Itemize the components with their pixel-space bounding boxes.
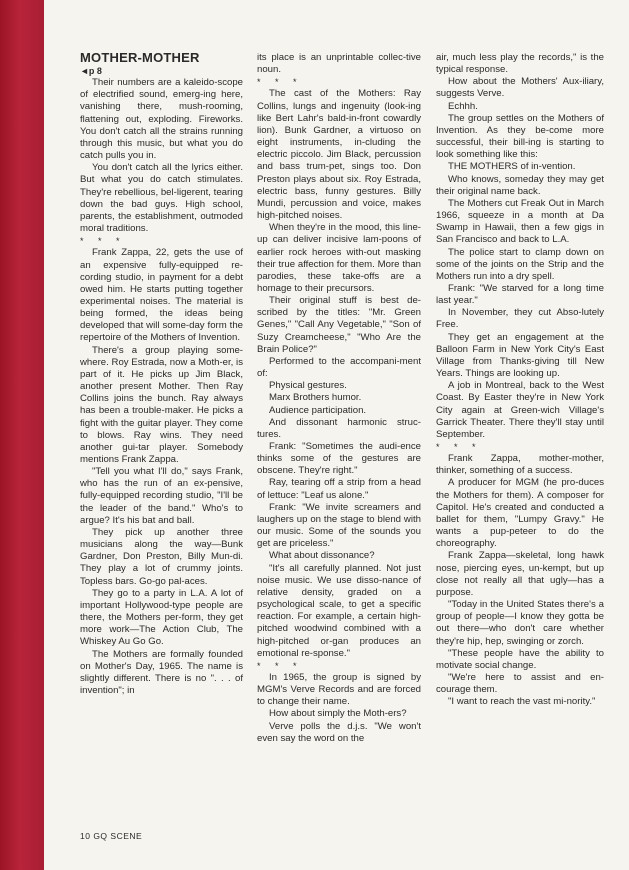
- magazine-binding-edge: [0, 0, 44, 870]
- article-paragraph: Frank Zappa—skeletal, long hawk nose, piercing eyes, un-kempt, but up close not really all that ugly—has a purpose.: [436, 550, 604, 598]
- article-paragraph: Frank Zappa, mother-mother, thinker, something of a success.: [436, 453, 604, 477]
- article-paragraph: How about the Mothers' Aux-iliary, suggests Verve.: [436, 76, 604, 100]
- folio-text: 10 GQ SCENE: [80, 831, 143, 841]
- article-paragraph: Echhh.: [448, 100, 478, 112]
- article-column-2: [257, 52, 421, 745]
- continued-from-marker: ◄p 8: [80, 66, 102, 76]
- column-1-body: [80, 77, 243, 697]
- article-paragraph: "These people have the ability to motivate social change.: [436, 647, 604, 671]
- article-column-1: [80, 50, 243, 697]
- article-paragraph: The group settles on the Mothers of Invention. As they be-come more successful, their bill-ing is starting to look something like this:: [436, 112, 604, 161]
- article-paragraph: Physical gestures.: [269, 380, 347, 392]
- article-paragraph: And dissonant harmonic struc-tures.: [257, 416, 421, 440]
- article-paragraph: Marx Brothers humor.: [269, 392, 362, 404]
- article-paragraph: air, much less play the records," is the typical response.: [436, 52, 604, 76]
- article-paragraph: A producer for MGM (he pro-duces the Mothers for them). A composer for Capitol. He's created and conducted a ballet for them, "Lumpy Gravy." He wants a pup-peteer to do the choreography.: [436, 477, 604, 550]
- article-paragraph: THE MOTHERS of in-vention.: [448, 161, 576, 173]
- article-paragraph: They get an engagement at the Balloon Farm in New York City's East Village from Thanks-giving till New Years. Things are looking up.: [436, 331, 604, 380]
- article-paragraph: Their numbers are a kaleido-scope of electrified sound, emerg-ing here, vanishing there, mush-rooming, flattening out, exploding. Fireworks. You don't catch all the strains running through this music, but what you do catch pulls you in.: [80, 77, 243, 162]
- article-paragraph: its place is an unprintable collec-tive noun.: [257, 52, 421, 76]
- page-footer: [80, 831, 142, 841]
- article-paragraph: Audience participation.: [269, 404, 367, 416]
- article-paragraph: "I want to reach the vast mi-nority.": [448, 696, 596, 708]
- article-paragraph: The cast of the Mothers: Ray Collins, lungs and ingenuity (look-ing like Bert Lahr's bald-in-front cowardly lion). Bunk Gardner, a virtuoso on eight instruments, in-cluding the electric piccolo. Jim Black, percussion and bass trum-pet, sings too. Don Preston plays about six. Roy Estrada, electric bass, funny gestures. Billy Mundi, percussion and voice, makes high-pitched noises.: [257, 88, 421, 222]
- article-paragraph: Ray, tearing off a strip from a head of lettuce: "Leaf us alone.": [257, 477, 421, 501]
- article-paragraph: "Tell you what I'll do," says Frank, who has the run of an ex-pensive, fully-equipped recording studio, "I'll be the leader of the band." Who's to argue? It's his bat and ball.: [80, 466, 243, 526]
- article-paragraph: The Mothers are formally founded on Mother's Day, 1965. The name is slightly different. There is no ". . . of invention"; in: [80, 648, 243, 696]
- article-paragraph: Frank: "We invite screamers and laughers up on the stage to blend with our music. Some of the sounds you get are priceless.": [257, 501, 421, 550]
- article-column-3: [436, 52, 604, 708]
- article-paragraph: A job in Montreal, back to the West Coast. By Easter they're in New York City again at Green-wich Village's Garrick Theater. There they'll stay until September.: [436, 380, 604, 440]
- article-paragraph: They pick up another three musicians along the way—Bunk Gardner, Don Preston, Billy Mun-di. They play a lot of crummy joints. Topless bars. Go-go pal-aces.: [80, 526, 243, 587]
- article-paragraph: Frank Zappa, 22, gets the use of an expensive fully-equipped re-cording studio, in payment for a debt owed him. He starts putting together experimental noises. The material is being formed, the ideas being developed that will some-day form the repertoire of the Mothers of Invention.: [80, 247, 243, 344]
- article-paragraph: There's a group playing some-where. Roy Estrada, now a Moth-er, is part of it. He picks up Jim Black, another present Mother. Then Ray Collins joins the bunch. Ray always has been a trouble-maker. He picks a fight with the guitar player. They come to blows. Ray wins. They need another gui-tar player. Somebody mentions Frank Zappa.: [80, 344, 243, 465]
- article-paragraph: "We're here to assist and en-courage them.: [436, 671, 604, 696]
- article-paragraph: Performed to the accompani-ment of:: [257, 355, 421, 380]
- article-paragraph: In November, they cut Abso-lutely Free.: [436, 307, 604, 331]
- article-paragraph: Verve polls the d.j.s. "We won't even say the word on the: [257, 720, 421, 744]
- article-paragraph: They go to a party in L.A. A lot of important Hollywood-type people are there, the Mothers per-form, they get more work—The Action Club, The Whiskey Au Go Go.: [80, 587, 243, 648]
- article-headline: MOTHER-MOTHER: [80, 50, 200, 65]
- article-paragraph: Frank: "Sometimes the audi-ence thinks some of the gestures are obscene. They're right.": [257, 441, 421, 477]
- section-break-stars: * * *: [257, 77, 303, 88]
- article-paragraph: The police start to clamp down on some of the joints on the Strip and the Mothers run into a dry spell.: [436, 246, 604, 282]
- article-paragraph: Their original stuff is best de-scribed by the titles: "Mr. Green Genes," "Call Any Vegetable," "Son of Suzy Creamcheese," "Who Are the Brain Police?": [257, 295, 421, 355]
- column-3-body: [436, 52, 604, 708]
- section-break-stars: * * *: [257, 660, 303, 671]
- article-paragraph: "Today in the United States there's a group of people—I know they gotta be out there—who don't care whether they're hip, hep, swinging or zorch.: [436, 599, 604, 647]
- article-paragraph: In 1965, the group is signed by MGM's Verve Records and are forced to change their name.: [257, 671, 421, 708]
- article-paragraph: The Mothers cut Freak Out in March 1966, squeeze in a month at Da Swamp in Hawaii, then a few gigs in San Francisco and back to L.A.: [436, 197, 604, 246]
- article-paragraph: How about simply the Moth-ers?: [269, 708, 407, 720]
- article-paragraph: Who knows, someday they may get their original name back.: [436, 173, 604, 197]
- column-2-body: [257, 52, 421, 745]
- article-paragraph: You don't catch all the lyrics either. But what you do catch stimulates. They're rebellious, bel-ligerent, tearing down the bad guys. High school, parents, the establishment, outmoded moral traditions.: [80, 162, 243, 235]
- article-paragraph: When they're in the mood, this line-up can deliver incisive lam-poons of earlier rock heroes with-out masking their true affection for them. More than parodies, these take-offs are a homage to their precursors.: [257, 222, 421, 294]
- article-paragraph: Frank: "We starved for a long time last year.": [436, 282, 604, 307]
- article-paragraph: "It's all carefully planned. Not just noise music. We use disso-nance of relative density, graded on a psychological scale, to get a specific reaction. For example, a certain high-pitched woodwind combined with a high-pitched or-gan produces an emotional re-sponse.": [257, 562, 421, 659]
- section-break-stars: * * *: [80, 236, 126, 247]
- section-break-stars: * * *: [436, 442, 482, 452]
- article-paragraph: What about dissonance?: [269, 550, 375, 562]
